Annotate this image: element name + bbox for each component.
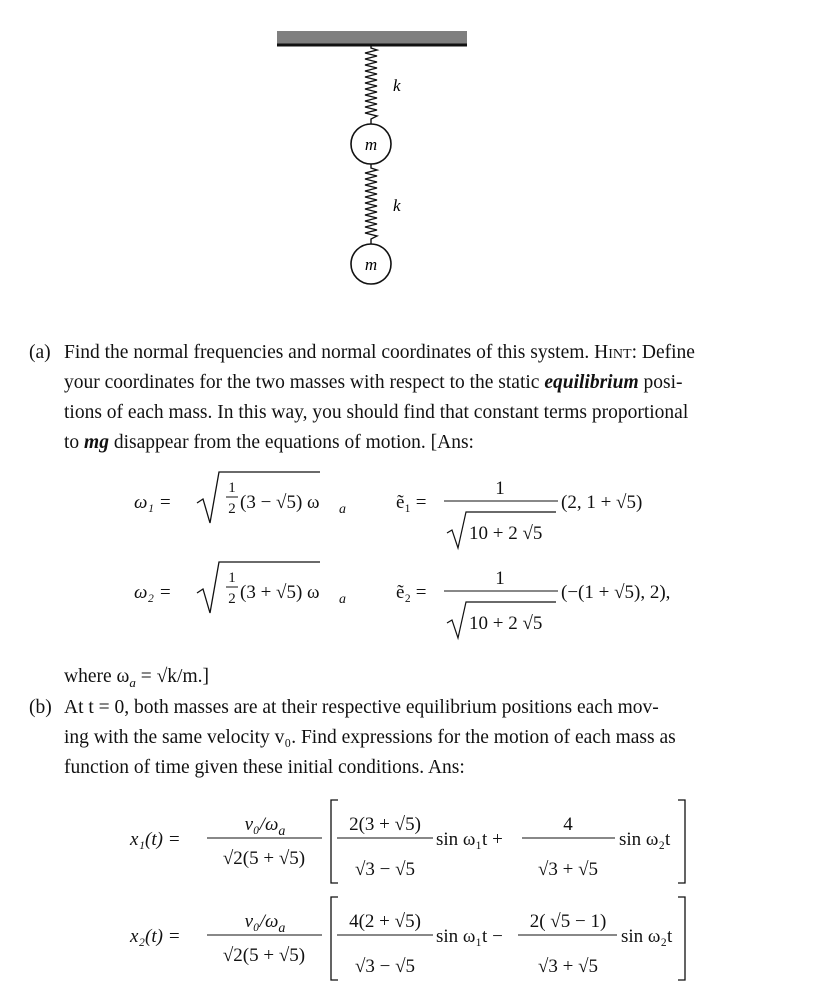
part-a-label: (a): [29, 342, 51, 363]
svg-text:2( √5 − 1): 2( √5 − 1): [529, 911, 607, 932]
svg-text:√3 − √5: √3 − √5: [354, 956, 416, 977]
part-b-text: [64, 693, 794, 783]
svg-text:2(3 + √5): 2(3 + √5): [349, 814, 421, 835]
mass-top-label: m: [364, 135, 378, 154]
part-a-line-1: Find the normal frequencies and normal coordinates of this system. Hint: Define: [64, 342, 695, 363]
svg-text:(3 + √5) ω: (3 + √5) ω: [240, 582, 320, 603]
svg-text:2: 2: [228, 591, 236, 607]
spring-constant-top-label: k: [393, 76, 401, 95]
part-a-line-2: your coordinates for the two masses with respect to the static equilibrium posi-: [64, 372, 683, 393]
omega1-equation: [134, 472, 346, 523]
svg-text:(3 − √5) ω: (3 − √5) ω: [240, 492, 320, 513]
svg-text:(−(1 + √5), 2),: (−(1 + √5), 2),: [561, 582, 671, 603]
svg-text:ω₁ =: ω₁ =: [134, 492, 172, 513]
svg-text:sin ω₁t −: sin ω₁t −: [436, 926, 503, 947]
svg-text:sin ω₂t: sin ω₂t: [619, 829, 671, 850]
e2-equation: [396, 568, 670, 638]
svg-text:a: a: [339, 502, 346, 517]
part-a-line-3: tions of each mass. In this way, you should find that constant terms proportional: [64, 402, 689, 423]
svg-text:x₁(t) =: x₁(t) =: [130, 829, 181, 850]
svg-text:v₀/ωa: $v_0/\omega_a$: [244, 814, 286, 839]
svg-text:1: 1: [495, 568, 505, 589]
e1-equation: [396, 478, 642, 548]
mass-bottom-label: m: [364, 255, 378, 274]
part-b-line-1: At t = 0, both masses are at their respective equilibrium positions each mov-: [64, 697, 659, 718]
svg-text:1: 1: [495, 478, 505, 499]
svg-text:√3 + √5: √3 + √5: [537, 956, 599, 977]
svg-text:1: 1: [228, 570, 236, 586]
svg-text:v₀/ωa: $v_0/\omega_a$: [244, 911, 286, 936]
svg-text:ẽ₂ =: ẽ₂ =: [396, 582, 427, 603]
svg-text:ẽ₁ =: ẽ₁ =: [396, 492, 427, 513]
svg-text:4: 4: [563, 814, 573, 835]
svg-text:sin ω₂t: sin ω₂t: [621, 926, 673, 947]
svg-text:x₂(t) =: x₂(t) =: [130, 926, 181, 947]
svg-text:10 + 2 √5: 10 + 2 √5: [469, 613, 543, 634]
hint-label: Hint:: [594, 342, 637, 363]
part-b-label: (b): [29, 697, 52, 718]
svg-text:ω₂ =: ω₂ =: [134, 582, 172, 603]
svg-text:2: 2: [228, 501, 236, 517]
svg-text:4(2 + √5): 4(2 + √5): [349, 911, 421, 932]
svg-text:sin ω₁t +: sin ω₁t +: [436, 829, 503, 850]
where-omega-a: where $\omega_a = √k/m$.]: [64, 666, 210, 690]
svg-text:√2(5 + √5): √2(5 + √5): [222, 945, 306, 966]
x2-equation: [129, 897, 685, 980]
spring-constant-bottom-label: k: [393, 196, 401, 215]
motion-equations: [0, 780, 838, 1000]
x1-equation: [129, 800, 685, 883]
part-b-line-3: function of time given these initial conditions. Ans:: [64, 757, 465, 778]
svg-text:√2(5 + √5): √2(5 + √5): [222, 848, 306, 869]
svg-text:(2, 1 + √5): (2, 1 + √5): [561, 492, 643, 513]
part-b-line-2: ing with the same velocity v₀. Find expressions for the motion of each mass as: [64, 727, 676, 748]
part-a-line-4: to mg disappear from the equations of motion. [Ans:: [64, 432, 474, 453]
omega2-equation: [134, 562, 346, 613]
svg-text:1: 1: [228, 480, 236, 496]
svg-text:√3 + √5: √3 + √5: [537, 859, 599, 880]
svg-text:a: a: [339, 592, 346, 607]
svg-text:√3 − √5: √3 − √5: [354, 859, 416, 880]
svg-text:10 + 2 √5: 10 + 2 √5: [469, 523, 543, 544]
